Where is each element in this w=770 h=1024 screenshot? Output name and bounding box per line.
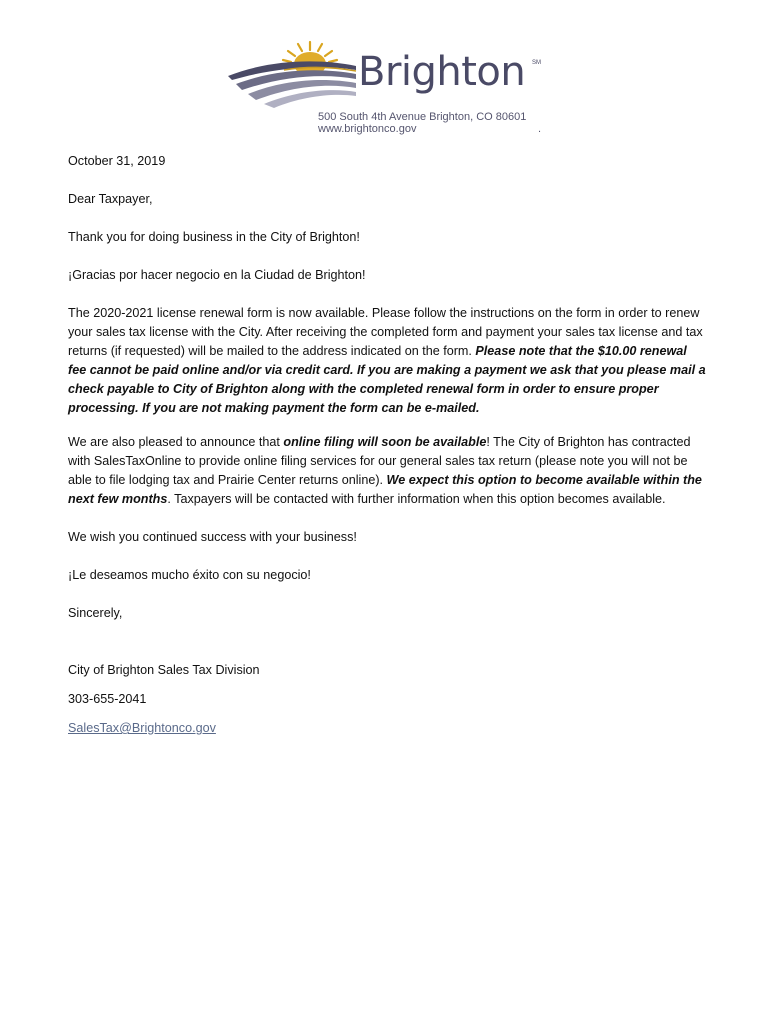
salutation: Dear Taxpayer, [68,192,153,206]
renewal-paragraph [68,304,708,418]
phone-number: 303-655-2041 [68,692,147,706]
renewal-fee-notice: Please note that the $10.00 renewal fee cannot be paid online and/or via credit card. If you are making a payment we ask that you please mail a check payable to City of Brighton along with the completed renewal form in order to ensure proper processing. If you are not making payment the form can be e-mailed. [68,344,706,415]
online-filing-emphasis: online filing will soon be available [283,435,487,449]
online-filing-paragraph [68,433,708,509]
letterhead-address [318,111,542,135]
signature: City of Brighton Sales Tax Division [68,663,260,677]
renewal-text: The 2020-2021 license renewal form is now available. Please follow the instructions on the form in order to renew your sales tax license with the City. After receiving the completed form and payment your sales tax license and tax returns (if requested) will be mailed to the address indicated on the form. [68,306,703,358]
wish-english: We wish you continued success with your business! [68,530,357,544]
availability-emphasis: We expect this option to become available within the next few months [68,473,702,506]
website-url: www.brightonco.gov [318,123,417,135]
trailing-dot: . [538,123,542,135]
service-mark: SM [532,60,541,66]
wish-spanish: ¡Le deseamos mucho éxito con su negocio! [68,568,311,582]
thanks-spanish: ¡Gracias por hacer negocio en la Ciudad de Brighton! [68,268,366,282]
thanks-english: Thank you for doing business in the City of Brighton! [68,230,360,244]
logo-wordmark: Brighton [358,49,526,95]
email-link[interactable]: SalesTax@Brightonco.gov [68,721,216,735]
letter-date: October 31, 2019 [68,154,166,168]
closing: Sincerely, [68,606,123,620]
brighton-sunrise-logo-icon [228,40,360,110]
email-paragraph [68,719,708,738]
online-filing-text-2: ! The City of Brighton has contracted with SalesTaxOnline to provide online filing services for our general sales tax return (please note you will not be able to file lodging tax and Prairie Center returns online). [68,435,691,487]
online-filing-text-3: . Taxpayers will be contacted with further information when this option becomes available. [167,492,666,506]
online-filing-text-1: We are also pleased to announce that [68,435,284,449]
street-address: 500 South 4th Avenue Brighton, CO 80601 [318,111,527,123]
